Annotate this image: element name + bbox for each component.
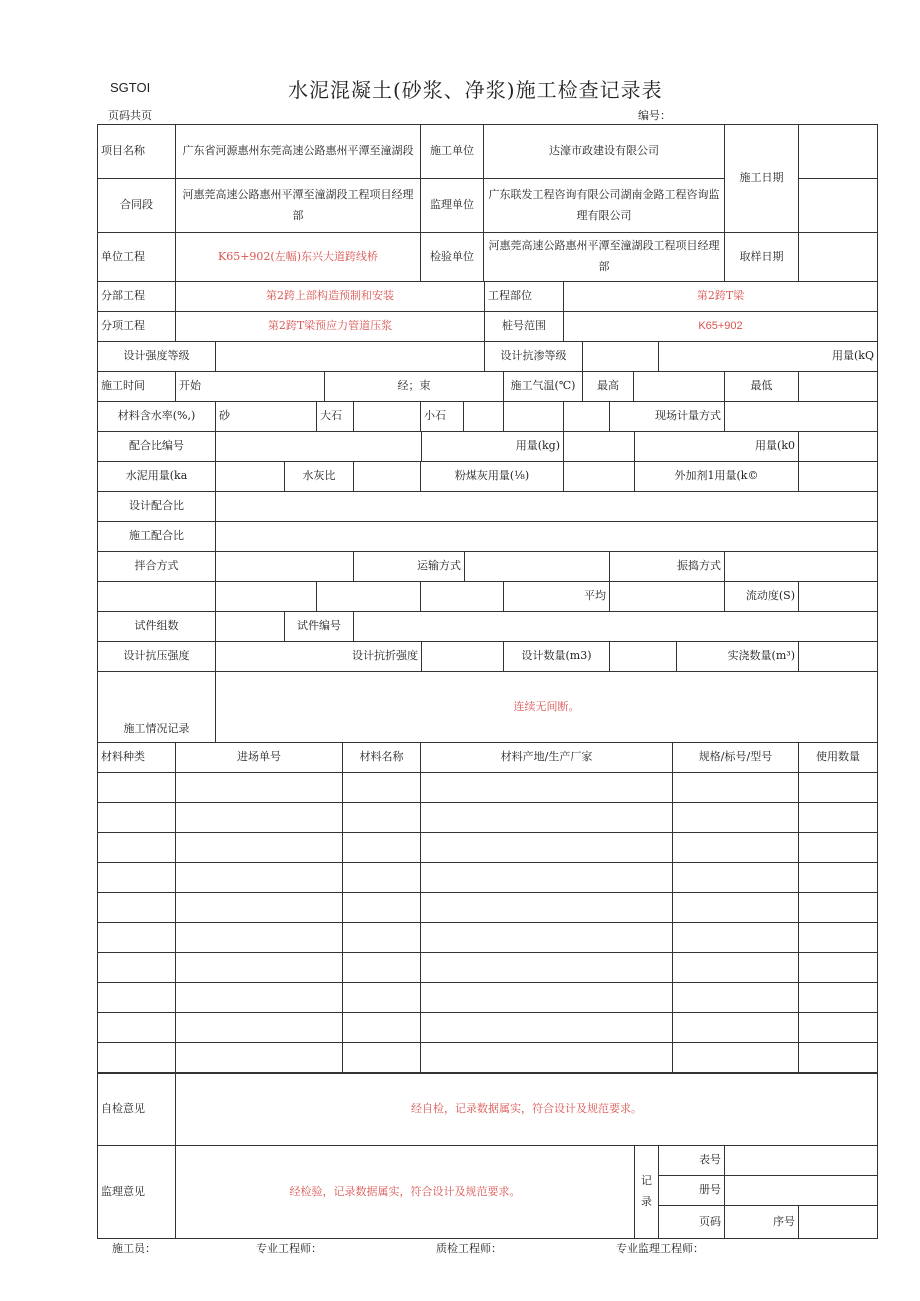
material-row-cell bbox=[420, 1042, 673, 1073]
specimen-no-label: 试件编号 bbox=[284, 611, 354, 642]
material-row-cell bbox=[175, 832, 343, 863]
fluidity-cell-4 bbox=[420, 581, 504, 612]
project-name-label: 项目名称 bbox=[97, 124, 176, 179]
subdivision-value: 第2跨T梁预应力管道压浆 bbox=[175, 311, 485, 342]
construction-date-value bbox=[798, 124, 878, 179]
material-row-cell bbox=[175, 892, 343, 923]
dosage-kg-value bbox=[563, 431, 635, 462]
material-row-cell bbox=[342, 892, 421, 923]
material-row-cell bbox=[342, 772, 421, 803]
material-row-cell bbox=[672, 862, 799, 893]
material-row-cell bbox=[175, 1042, 343, 1073]
average-value bbox=[609, 581, 725, 612]
location-label: 工程部位 bbox=[484, 281, 564, 312]
moisture-extra-2 bbox=[563, 401, 610, 432]
dosage-k0-value bbox=[798, 431, 878, 462]
start-label: 开始 bbox=[175, 371, 325, 402]
material-row-cell bbox=[97, 862, 176, 893]
record-value: 连续无间断。 bbox=[215, 671, 878, 743]
time-label: 施工时间 bbox=[97, 371, 176, 402]
mat-header-origin: 材料产地/生产厂家 bbox=[420, 742, 673, 773]
material-row-cell bbox=[97, 922, 176, 953]
construction-date-label: 施工日期 bbox=[724, 124, 799, 233]
construction-mix-value bbox=[215, 521, 878, 552]
material-row-cell bbox=[420, 952, 673, 983]
book-no-value bbox=[724, 1175, 878, 1206]
mix-no-label: 配合比编号 bbox=[97, 431, 216, 462]
material-row-cell bbox=[175, 922, 343, 953]
sand-label: 砂 bbox=[215, 401, 317, 432]
record-side-label bbox=[634, 1145, 659, 1239]
engineer-signature: 专业工程师： bbox=[256, 1242, 322, 1255]
subdivision-label: 分项工程 bbox=[97, 311, 176, 342]
material-row-cell bbox=[798, 952, 878, 983]
mat-header-type: 材料种类 bbox=[97, 742, 176, 773]
material-row-cell bbox=[420, 892, 673, 923]
small-stone-value bbox=[463, 401, 504, 432]
dosage-kg-label: 用量(kg) bbox=[421, 431, 564, 462]
construction-date-value-2 bbox=[798, 178, 878, 233]
impermeability-value bbox=[582, 341, 659, 372]
material-row-cell bbox=[175, 802, 343, 833]
wc-ratio-label: 水灰比 bbox=[284, 461, 354, 492]
seq-no-value bbox=[798, 1205, 878, 1239]
material-row-cell bbox=[420, 772, 673, 803]
transport-label: 运输方式 bbox=[353, 551, 465, 582]
material-row-cell bbox=[672, 1012, 799, 1043]
material-row-cell bbox=[672, 802, 799, 833]
supervisor-label: 监理单位 bbox=[420, 178, 484, 233]
material-row-cell bbox=[672, 922, 799, 953]
admixture-value bbox=[798, 461, 878, 492]
self-check-value: 经自检，记录数据属实，符合设计及规范要求。 bbox=[175, 1073, 878, 1146]
specimen-no-value bbox=[353, 611, 878, 642]
page-count-label: 页码共页 bbox=[108, 109, 152, 122]
flexural-label: 设计抗折强度 bbox=[215, 641, 422, 672]
record-label: 施工情况记录 bbox=[97, 671, 216, 743]
book-no-label: 册号 bbox=[658, 1175, 725, 1206]
big-stone-label: 大石 bbox=[316, 401, 354, 432]
form-number-label: 编号： bbox=[638, 109, 671, 122]
unit-project-value: K65+902(左幅)东兴大道跨线桥 bbox=[175, 232, 421, 282]
vibration-value bbox=[724, 551, 878, 582]
small-stone-label: 小石 bbox=[420, 401, 464, 432]
material-row-cell bbox=[342, 1042, 421, 1073]
form-no-label: 表号 bbox=[658, 1145, 725, 1176]
material-row-cell bbox=[672, 832, 799, 863]
form-code: SGTOI bbox=[110, 80, 151, 95]
division-value: 第2跨上部构造预制和安装 bbox=[175, 281, 485, 312]
supervision-value: 经检验，记录数据属实，符合设计及规范要求。 bbox=[175, 1145, 635, 1239]
seq-no-label: 序号 bbox=[724, 1205, 799, 1239]
mat-header-qty: 使用数量 bbox=[798, 742, 878, 773]
moisture-label: 材料含水率(%,) bbox=[97, 401, 216, 432]
material-row-cell bbox=[420, 862, 673, 893]
max-temp-label: 最高 bbox=[582, 371, 634, 402]
material-row-cell bbox=[798, 832, 878, 863]
pile-range-value: K65+902 bbox=[563, 311, 878, 342]
max-temp-value bbox=[633, 371, 725, 402]
material-row-cell bbox=[97, 952, 176, 983]
design-qty-label: 设计数量(m3) bbox=[503, 641, 610, 672]
metering-value bbox=[724, 401, 878, 432]
flexural-value bbox=[421, 641, 504, 672]
fluidity-value bbox=[798, 581, 878, 612]
compressive-label: 设计抗压强度 bbox=[97, 641, 216, 672]
cement-label: 水泥用量(ka bbox=[97, 461, 216, 492]
min-temp-label: 最低 bbox=[724, 371, 799, 402]
dosage-label-1: 用量(kQ bbox=[658, 341, 878, 372]
material-row-cell bbox=[798, 1012, 878, 1043]
dosage-k0-label: 用量(k0 bbox=[634, 431, 799, 462]
mix-no-value bbox=[215, 431, 422, 462]
material-row-cell bbox=[672, 772, 799, 803]
impermeability-label: 设计抗渗等级 bbox=[484, 341, 583, 372]
material-row-cell bbox=[420, 1012, 673, 1043]
material-row-cell bbox=[672, 892, 799, 923]
strength-grade-value bbox=[215, 341, 485, 372]
material-row-cell bbox=[97, 1012, 176, 1043]
inspector-value: 河惠莞高速公路惠州平潭至潼湖段工程项目经理部 bbox=[483, 232, 725, 282]
design-mix-label: 设计配合比 bbox=[97, 491, 216, 522]
material-row-cell bbox=[97, 1042, 176, 1073]
inspection-form-table bbox=[97, 124, 878, 1239]
metering-label: 现场计量方式 bbox=[609, 401, 725, 432]
material-row-cell bbox=[175, 772, 343, 803]
record-side-text: 记录 bbox=[641, 1174, 652, 1208]
material-row-cell bbox=[97, 832, 176, 863]
specimen-groups-label: 试件组数 bbox=[97, 611, 216, 642]
sampling-date-label: 取样日期 bbox=[724, 232, 799, 282]
fluidity-label: 流动度(S) bbox=[724, 581, 799, 612]
inspector-label: 检验单位 bbox=[420, 232, 484, 282]
strength-grade-label: 设计强度等级 bbox=[97, 341, 216, 372]
construction-mix-label: 施工配合比 bbox=[97, 521, 216, 552]
material-row-cell bbox=[672, 982, 799, 1013]
material-row-cell bbox=[97, 802, 176, 833]
material-row-cell bbox=[798, 802, 878, 833]
moisture-extra-1 bbox=[503, 401, 564, 432]
unit-project-label: 单位工程 bbox=[97, 232, 176, 282]
self-check-label: 自检意见 bbox=[97, 1073, 176, 1146]
material-row-cell bbox=[97, 772, 176, 803]
material-row-cell bbox=[672, 952, 799, 983]
cement-value bbox=[215, 461, 285, 492]
material-row-cell bbox=[342, 952, 421, 983]
page-no-label: 页码 bbox=[658, 1205, 725, 1239]
admixture-label: 外加剂1用量(k© bbox=[634, 461, 799, 492]
pile-range-label: 桩号范围 bbox=[484, 311, 564, 342]
material-row-cell bbox=[342, 1012, 421, 1043]
design-mix-value bbox=[215, 491, 878, 522]
material-row-cell bbox=[342, 832, 421, 863]
material-row-cell bbox=[175, 862, 343, 893]
worker-signature: 施工员： bbox=[112, 1242, 156, 1255]
signature-footer bbox=[0, 1240, 920, 1260]
material-row-cell bbox=[175, 982, 343, 1013]
mat-header-name: 材料名称 bbox=[342, 742, 421, 773]
wc-ratio-value bbox=[353, 461, 421, 492]
location-value: 第2跨T梁 bbox=[563, 281, 878, 312]
specimen-groups-value bbox=[215, 611, 285, 642]
flyash-label: 粉煤灰用量(⅛) bbox=[420, 461, 564, 492]
actual-qty-label: 实浇数量(m³) bbox=[676, 641, 799, 672]
mat-header-spec: 规格/标号/型号 bbox=[672, 742, 799, 773]
page-title: 水泥混凝土(砂浆、净浆)施工检查记录表 bbox=[288, 78, 663, 102]
builder-value: 达濠市政建设有限公司 bbox=[483, 124, 725, 179]
material-row-cell bbox=[798, 892, 878, 923]
transport-value bbox=[464, 551, 610, 582]
material-row-cell bbox=[798, 772, 878, 803]
supervision-label: 监理意见 bbox=[97, 1145, 176, 1239]
material-row-cell bbox=[420, 802, 673, 833]
material-row-cell bbox=[342, 982, 421, 1013]
material-row-cell bbox=[420, 982, 673, 1013]
actual-qty-value bbox=[798, 641, 878, 672]
material-row-cell bbox=[175, 952, 343, 983]
supervisor-value: 广东联发工程咨询有限公司湖南金路工程咨询监理有限公司 bbox=[483, 178, 725, 233]
average-label: 平均 bbox=[503, 581, 610, 612]
min-temp-value bbox=[798, 371, 878, 402]
fluidity-cell-3 bbox=[316, 581, 421, 612]
supervision-engineer-signature: 专业监理工程师： bbox=[616, 1242, 704, 1255]
design-qty-value bbox=[609, 641, 677, 672]
contract-value: 河惠莞高速公路惠州平潭至潼湖段工程项目经理部 bbox=[175, 178, 421, 233]
material-row-cell bbox=[97, 982, 176, 1013]
material-row-cell bbox=[97, 892, 176, 923]
form-no-value bbox=[724, 1145, 878, 1176]
qc-signature: 质检工程师： bbox=[436, 1242, 502, 1255]
material-row-cell bbox=[798, 1042, 878, 1073]
contract-label: 合同段 bbox=[97, 178, 176, 233]
fluidity-cell-1 bbox=[97, 581, 216, 612]
material-row-cell bbox=[175, 1012, 343, 1043]
mixing-value bbox=[215, 551, 354, 582]
division-label: 分部工程 bbox=[97, 281, 176, 312]
material-row-cell bbox=[420, 832, 673, 863]
page-header bbox=[0, 0, 920, 124]
material-row-cell bbox=[342, 862, 421, 893]
material-row-cell bbox=[420, 922, 673, 953]
material-row-cell bbox=[342, 922, 421, 953]
sampling-date-value bbox=[798, 232, 878, 282]
end-label: 经；束 bbox=[324, 371, 504, 402]
material-row-cell bbox=[798, 922, 878, 953]
flyash-value bbox=[563, 461, 635, 492]
big-stone-value bbox=[353, 401, 421, 432]
mat-header-entry-no: 进场单号 bbox=[175, 742, 343, 773]
material-row-cell bbox=[672, 1042, 799, 1073]
mixing-label: 拌合方式 bbox=[97, 551, 216, 582]
vibration-label: 振捣方式 bbox=[609, 551, 725, 582]
material-row-cell bbox=[342, 802, 421, 833]
fluidity-cell-2 bbox=[215, 581, 317, 612]
weather-label: 施工气温(℃) bbox=[503, 371, 583, 402]
material-row-cell bbox=[798, 982, 878, 1013]
builder-label: 施工单位 bbox=[420, 124, 484, 179]
material-row-cell bbox=[798, 862, 878, 893]
project-name-value: 广东省河源惠州东莞高速公路惠州平潭至潼湖段 bbox=[175, 124, 421, 179]
